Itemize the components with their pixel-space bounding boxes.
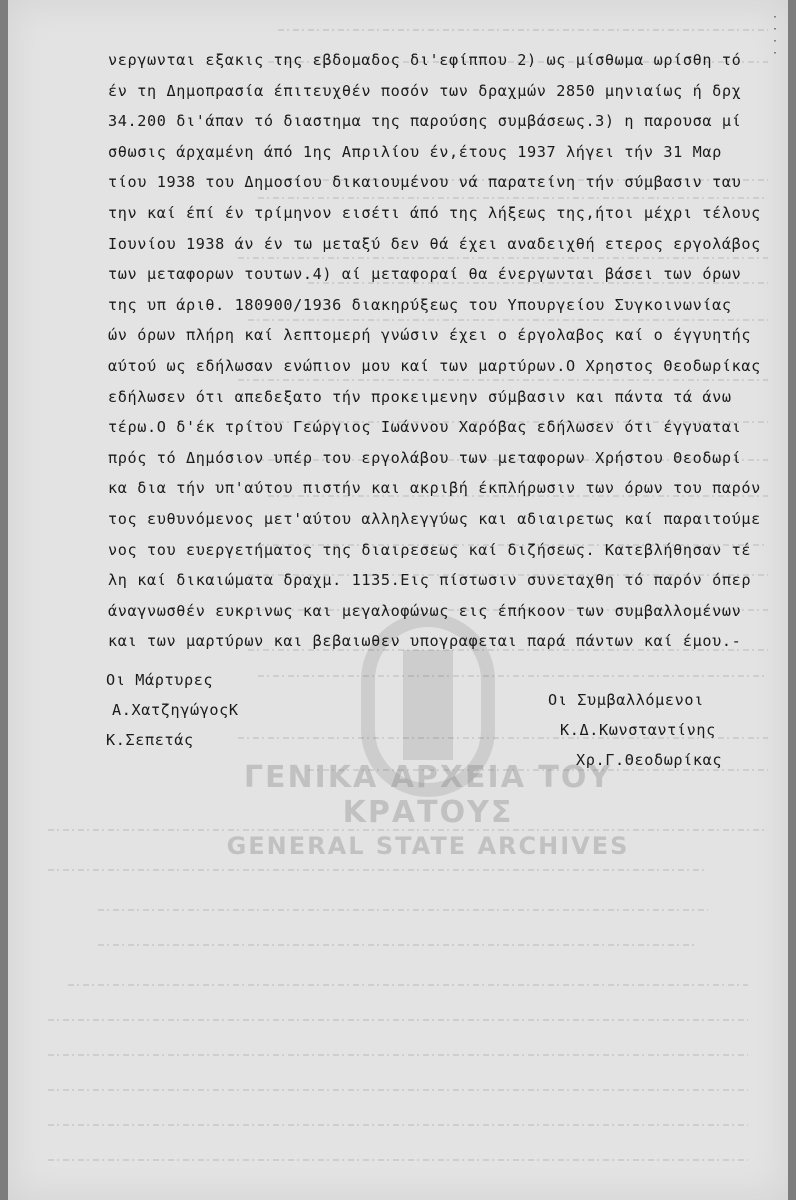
body-line: νος του ευεργετήματος της διαιρεσεως καί διζήσεως. Κατεβλήθησαν τέ — [108, 540, 752, 559]
body-line: 34.200 δι'άπαν τό διαστημα της παρούσης συμβάσεως.3) η παρουσα μί — [108, 112, 742, 131]
body-line: σθωσις άρχαμένη άπό 1ης Απριλίου έν,έτους 1937 λήγει τήν 31 Μαρ — [108, 142, 722, 161]
binding-holes-icon: · · · · — [771, 12, 778, 59]
body-line: έν τη Δημοπρασία έπιτευχθέν ποσόν των δραχμών 2850 μηνιαίως ή δρχ — [108, 81, 742, 100]
body-line: την καί έπί έν τρίμηνον εισέτι άπό της λήξεως της,ήτοι μέχρι τέλους — [108, 203, 761, 222]
watermark-greek: ΓΕΝΙΚΑ ΑΡΧΕΙΑ ΤΟΥ ΚΡΑΤΟΥΣ — [243, 760, 613, 830]
witness-signature: Α.ΧατζηγώγοςΚ — [112, 701, 239, 719]
body-line: πρός τό Δημόσιον υπέρ του εργολάβου των μεταφορων Χρήστου Θεοδωρί — [108, 448, 742, 467]
witnesses-heading: Οι Μάρτυρες — [106, 671, 214, 689]
body-line: εδήλωσεν ότι απεδεξατο τήν προκειμενην σύμβασιν και πάντα τά άνω — [108, 387, 732, 406]
body-line: αύτού ως εδήλωσαν ενώπιον μου καί των μαρτύρων.Ο Χρηστος Θεοδωρίκας — [108, 356, 761, 375]
parties-block — [548, 685, 722, 775]
body-line: ών όρων πλήρη καί λεπτομερή γνώσιν έχει ο έργολαβος καί ο έγγυητής — [108, 326, 752, 345]
witnesses-block — [106, 665, 239, 755]
party-signature: Κ.Δ.Κωνσταντίνης — [560, 721, 716, 739]
body-line: τέρω.Ο δ'έκ τρίτου Γεώργιος Ιωάννου Χαρόβας εδήλωσεν ότι έγγυαται — [108, 418, 742, 437]
parties-heading: Οι Συμβαλλόμενοι — [548, 691, 704, 709]
body-line: τος ευθυνόμενος μετ'αύτου αλληλεγγύως και αδιαιρετως καί παραιτούμε — [108, 509, 761, 528]
body-line: λη καί δικαιώματα δραχμ. 1135.Εις πίστωσιν συνεταχθη τό παρόν όπερ — [108, 571, 752, 590]
body-line: κα δια τήν υπ'αύτου πιστήν και ακριβή έκπλήρωσιν των όρων του παρόν — [108, 479, 761, 498]
body-line: της υπ άριθ. 180900/1936 διακηρύξεως του Υπουργείου Συγκοινωνίας — [108, 295, 732, 314]
witness-signature: Κ.Σεπετάς — [106, 731, 194, 749]
watermark-english: GENERAL STATE ARCHIVES — [226, 832, 630, 860]
document-page — [8, 0, 788, 1200]
typewritten-body — [108, 45, 778, 657]
body-line: και των μαρτύρων και βεβαιωθεν υπογραφεται παρά πάντων καί έμου.- — [108, 632, 742, 651]
archive-watermark — [178, 760, 678, 860]
body-line: νεργωνται εξακις της εβδομαδος δι'εφίππου 2) ως μίσθωμα ωρίσθη τό — [108, 51, 742, 69]
body-line: Ιουνίου 1938 άν έν τω μεταξύ δεν θά έχει αναδειχθή ετερος εργολάβος — [108, 234, 761, 253]
body-line: τίου 1938 του Δημοσίου δικαιουμένου νά παρατείνη τήν σύμβασιν ταυ — [108, 173, 742, 192]
body-line: άναγνωσθέν ευκρινως και μεγαλοφώνως εις έπήκοον των συμβαλλομένων — [108, 601, 742, 620]
body-line: των μεταφορων τουτων.4) αί μεταφοραί θα ένεργωνται βάσει των όρων — [108, 265, 742, 284]
party-signature: Χρ.Γ.Θεοδωρίκας — [576, 751, 723, 769]
